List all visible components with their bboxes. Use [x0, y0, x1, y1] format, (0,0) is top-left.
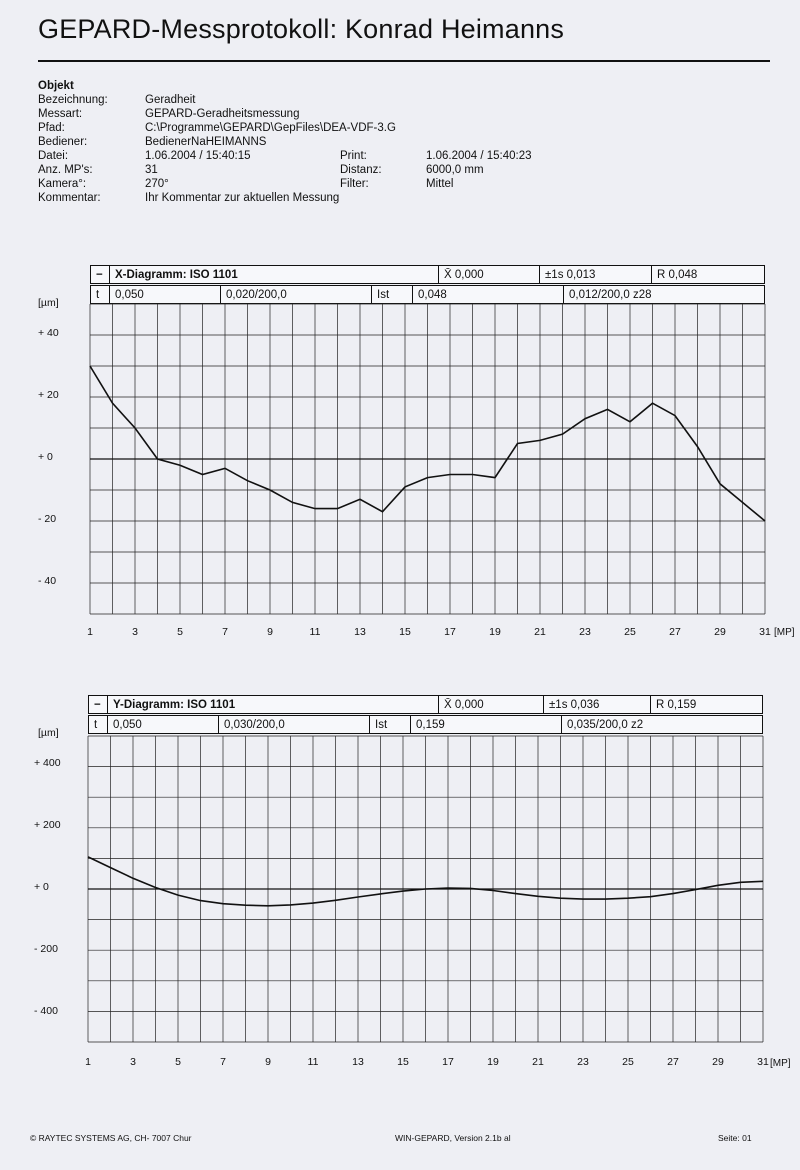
meta-label: Kamera°: — [38, 178, 87, 190]
meta-value: 1.06.2004 / 15:40:15 — [145, 150, 251, 162]
footer-page-number: Seite: 01 — [718, 1133, 752, 1143]
x-tick-label: 3 — [130, 1056, 136, 1068]
mean-value: X̄ 0,000 — [438, 265, 540, 284]
meta-value-2: 6000,0 mm — [426, 164, 484, 176]
y-tick-label: - 200 — [34, 943, 58, 955]
x-tick-label: 29 — [714, 626, 726, 638]
tolerance-ref: 0,020/200,0 — [220, 285, 372, 304]
meta-row — [38, 163, 484, 177]
x-tick-label: 25 — [624, 626, 636, 638]
y-unit-label: [µm] — [38, 297, 59, 309]
x-tick-label: 21 — [532, 1056, 544, 1068]
x-tick-label: 1 — [87, 626, 93, 638]
y-tick-label: + 0 — [38, 451, 53, 463]
x-tick-label: 13 — [354, 626, 366, 638]
tolerance-value: 0,050 — [107, 715, 219, 734]
meta-value: 270° — [145, 178, 169, 190]
actual-value: 0,159 — [410, 715, 562, 734]
actual-value: 0,048 — [412, 285, 564, 304]
x-tick-label: 19 — [489, 626, 501, 638]
title-divider — [38, 60, 770, 62]
meta-value: Geradheit — [145, 94, 196, 106]
x-tick-label: 25 — [622, 1056, 634, 1068]
collapse-button[interactable]: − — [88, 695, 108, 714]
footer-version: WIN-GEPARD, Version 2.1b al — [395, 1133, 511, 1143]
x-tick-label: 5 — [175, 1056, 181, 1068]
meta-label-2: Print: — [340, 150, 367, 162]
y-tick-label: + 0 — [34, 881, 49, 893]
diagram-title: X-Diagramm: ISO 1101 — [109, 265, 439, 284]
page-title: GEPARD-Messprotokoll: Konrad Heimanns — [38, 14, 565, 44]
meta-row — [38, 149, 532, 163]
y-tick-label: + 400 — [34, 757, 61, 769]
x-tick-label: 17 — [444, 626, 456, 638]
meta-value: GEPARD-Geradheitsmessung — [145, 108, 300, 120]
range-value: R 0,048 — [651, 265, 765, 284]
meta-label: Pfad: — [38, 122, 65, 134]
meta-row — [38, 121, 396, 135]
range-value: R 0,159 — [650, 695, 763, 714]
x-unit-label: [MP] — [774, 627, 795, 638]
actual-label: Ist — [369, 715, 411, 734]
y-unit-label: [µm] — [38, 727, 59, 739]
x-tick-label: 3 — [132, 626, 138, 638]
sigma-value: ±1s 0,013 — [539, 265, 652, 284]
x-tick-label: 31 — [759, 626, 771, 638]
x-tick-label: 15 — [399, 626, 411, 638]
x-tick-label: 23 — [577, 1056, 589, 1068]
meta-value: BedienerNaHEIMANNS — [145, 136, 267, 148]
meta-value: C:\Programme\GEPARD\GepFiles\DEA-VDF-3.G — [145, 122, 396, 134]
meta-row — [38, 107, 300, 121]
x-tick-label: 11 — [307, 1056, 319, 1068]
y-tick-label: + 40 — [38, 327, 59, 339]
y-tick-label: - 40 — [38, 575, 57, 587]
x-tick-label: 27 — [667, 1056, 679, 1068]
x-tick-label: 7 — [222, 626, 228, 638]
x-tick-label: 11 — [309, 626, 321, 638]
x-tick-label: 19 — [487, 1056, 499, 1068]
footer-copyright: © RAYTEC SYSTEMS AG, CH- 7007 Chur — [30, 1133, 192, 1143]
meta-value: Ihr Kommentar zur aktuellen Messung — [145, 192, 340, 204]
y-tick-label: + 20 — [38, 389, 59, 401]
x-tick-label: 1 — [85, 1056, 91, 1068]
x-unit-label: [MP] — [770, 1058, 791, 1069]
x-tick-label: 15 — [397, 1056, 409, 1068]
diagram-title: Y-Diagramm: ISO 1101 — [107, 695, 439, 714]
actual-label: Ist — [371, 285, 413, 304]
meta-label: Kommentar: — [38, 192, 101, 204]
meta-value: 31 — [145, 164, 158, 176]
x-tick-label: 31 — [757, 1056, 769, 1068]
meta-label: Bezeichnung: — [38, 94, 108, 106]
y-tick-label: + 200 — [34, 819, 61, 831]
x-tick-label: 9 — [267, 626, 273, 638]
meta-row — [38, 191, 340, 205]
tolerance-ref: 0,030/200,0 — [218, 715, 370, 734]
x-tick-label: 5 — [177, 626, 183, 638]
actual-ref: 0,035/200,0 z2 — [561, 715, 763, 734]
meta-row — [38, 93, 196, 107]
meta-label: Bediener: — [38, 136, 88, 148]
object-heading: Objekt — [38, 80, 74, 92]
tolerance-label: t — [88, 715, 108, 734]
meta-value-2: Mittel — [426, 178, 454, 190]
actual-ref: 0,012/200,0 z28 — [563, 285, 765, 304]
meta-label: Messart: — [38, 108, 83, 120]
x-tick-label: 21 — [534, 626, 546, 638]
x-tick-label: 17 — [442, 1056, 454, 1068]
x-tick-label: 13 — [352, 1056, 364, 1068]
meta-row — [38, 177, 454, 191]
mean-value: X̄ 0,000 — [438, 695, 544, 714]
y-tick-label: - 400 — [34, 1005, 58, 1017]
x-tick-label: 27 — [669, 626, 681, 638]
y-tick-label: - 20 — [38, 513, 57, 525]
x-tick-label: 7 — [220, 1056, 226, 1068]
x-diagram-plot — [90, 304, 765, 614]
meta-row — [38, 135, 267, 149]
meta-value-2: 1.06.2004 / 15:40:23 — [426, 150, 532, 162]
meta-label-2: Filter: — [340, 178, 369, 190]
collapse-button[interactable]: − — [90, 265, 110, 284]
x-tick-label: 9 — [265, 1056, 271, 1068]
sigma-value: ±1s 0,036 — [543, 695, 651, 714]
tolerance-label: t — [90, 285, 110, 304]
tolerance-value: 0,050 — [109, 285, 221, 304]
meta-label: Anz. MP's: — [38, 164, 93, 176]
meta-label-2: Distanz: — [340, 164, 382, 176]
object-info — [38, 79, 532, 205]
x-tick-label: 29 — [712, 1056, 724, 1068]
x-tick-label: 23 — [579, 626, 591, 638]
meta-label: Datei: — [38, 150, 69, 162]
y-diagram-plot — [88, 736, 763, 1042]
